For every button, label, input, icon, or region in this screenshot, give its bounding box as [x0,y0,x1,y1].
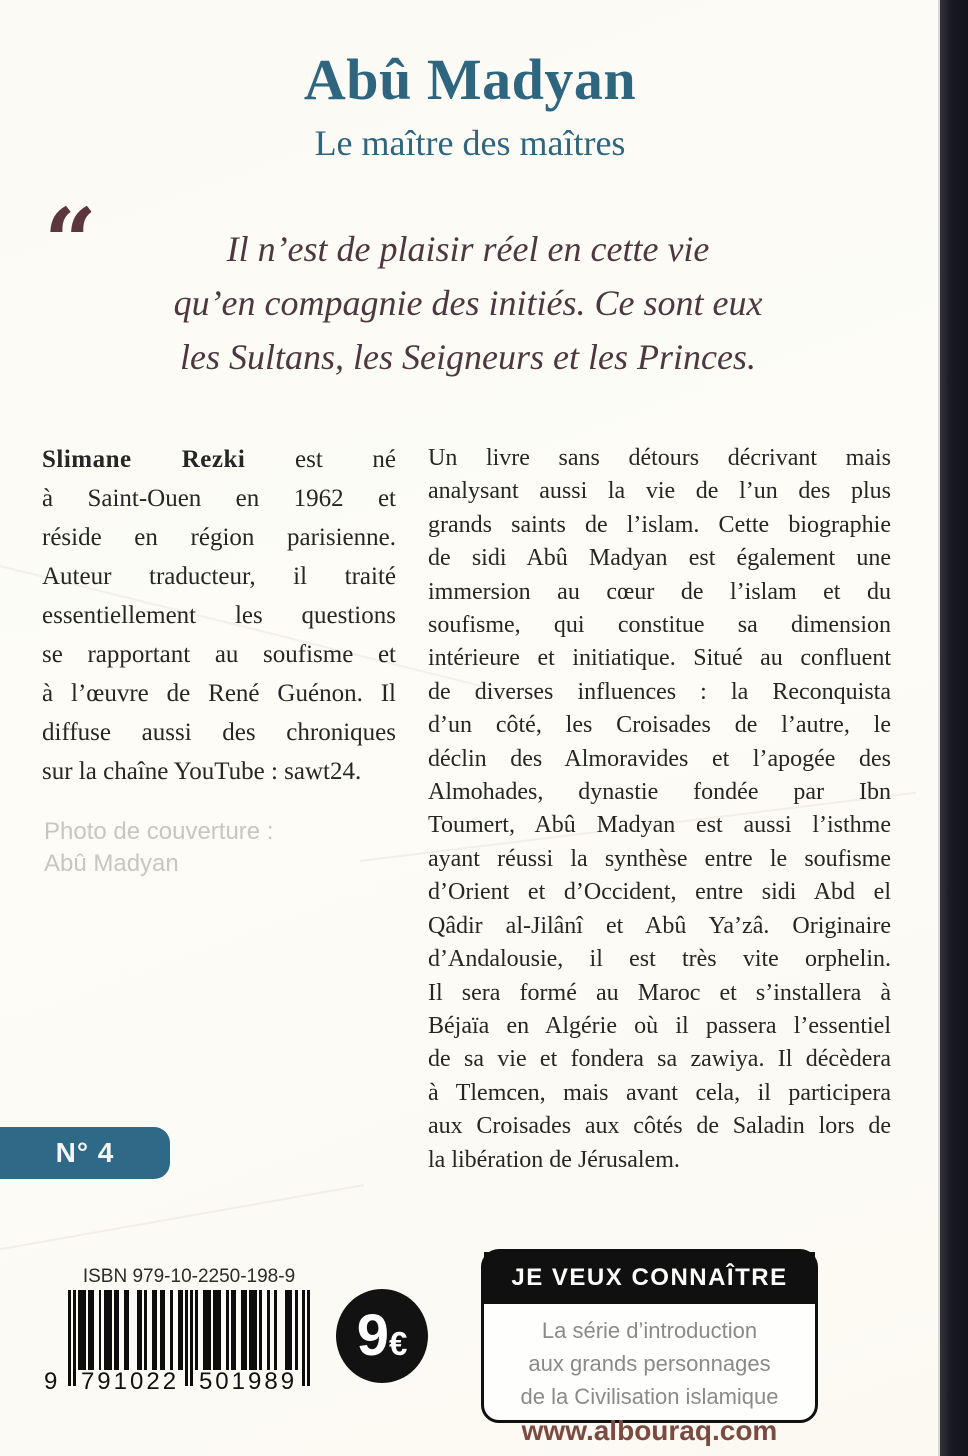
promo-line: de la Civilisation islamique [520,1384,779,1409]
description-line: d’un côté, les Croisades de l’autre, le [428,712,891,739]
opening-quote-icon: “ [44,188,97,296]
barcode-bar [254,1290,257,1370]
quote-line: qu’en compagnie des initiés. Ce sont eux [173,283,763,323]
barcode-bar [274,1290,277,1370]
author-bio-line: à Saint-Ouen en 1962 et [42,485,396,512]
promo-line: La série d’introduction [541,1318,758,1343]
price-amount: 9 [356,1303,389,1368]
barcode-bar [162,1290,165,1370]
promo-line: aux grands personnages [528,1351,771,1376]
description-line: de sidi Abû Madyan est également une [428,545,891,572]
book-subtitle: Le maître des maîtres [314,123,626,163]
barcode-bar [170,1290,173,1370]
publisher-promo-box [481,1249,818,1446]
barcode-bar [139,1290,142,1370]
barcode-bar [109,1290,112,1370]
description-line: déclin des Almoravides et l’apogée des [428,745,891,772]
description-line: d’Andalousie, il est très vite orphelin. [428,946,891,973]
euro-sign: € [388,1325,408,1362]
description-line: Un livre sans détours décrivant mais [428,445,891,471]
author-bio-lines [42,479,396,791]
author-name: Slimane Rezki [42,446,246,473]
description-line: soufisme, qui constitue sa dimension [428,612,891,639]
description-line: aux Croisades aux côtés de Saladin lors de [428,1113,891,1140]
author-bio-line: essentiellement les questions [42,602,396,629]
barcode-bar [195,1290,198,1370]
barcode-bar [83,1290,86,1370]
description-line: Qâdir al-Jilânî et Abû Ya’zâ. Originaire [428,912,891,939]
barcode-bar [180,1290,183,1370]
description-line: de diverses influences : la Reconquista [428,678,891,705]
description-line: intérieure et initiatique. Situé au confluent [428,645,891,672]
photo-credit-line: Abû Madyan [44,850,179,877]
barcode-bar [218,1290,221,1370]
cover-quote [88,222,848,384]
barcode-bar [116,1290,119,1370]
promo-body [484,1304,815,1413]
author-bio-column [42,440,396,791]
author-bio-line: réside en région parisienne. [42,524,396,551]
barcode-bar [244,1290,247,1370]
barcode-bar [155,1290,158,1370]
author-bio-line: à l’œuvre de René Guénon. Il [42,680,396,707]
barcode-bar [290,1290,293,1370]
barcode-bar [295,1290,298,1370]
description-line: grands saints de l’islam. Cette biographie [428,511,891,538]
description-line: ayant réussi la synthèse entre le soufisme [428,845,891,872]
author-bio-line: Auteur traducteur, il traité [42,563,396,590]
barcode-digits [44,1368,310,1396]
paper-crease [0,1184,364,1252]
author-bio-first-line [42,440,396,479]
description-line: à Tlemcen, mais avant cela, il participera [428,1079,891,1106]
description-line: d’Orient et d’Occident, entre sidi Abd el [428,879,891,906]
barcode-digit-group: 501989 [198,1368,298,1395]
description-line: Il sera formé au Maroc et s’installera à [428,979,891,1006]
description-line: de sa vie et fondera sa zawiya. Il décèdera [428,1046,891,1073]
author-bio-line: se rapportant au soufisme et [42,641,396,668]
series-number-badge: N° 4 [0,1127,170,1179]
promo-header: JE VEUX CONNAÎTRE [484,1252,815,1304]
barcode-bar [91,1290,94,1370]
description-line: Almohades, dynastie fondée par Ibn [428,779,891,806]
barcode-bar [267,1290,270,1370]
barcode-bar [127,1290,130,1370]
barcode-bar [208,1290,211,1370]
description-line: la libération de Jérusalem. [428,1146,680,1173]
description-line: Toumert, Abû Madyan est aussi l’isthme [428,812,891,839]
description-line: Béjaïa en Algérie où il passera l’essentiel [428,1012,891,1039]
book-title: Abû Madyan [303,47,637,112]
photo-credit-line: Photo de couverture : [44,818,274,845]
barcode-bar [226,1290,229,1370]
book-spine-edge [938,0,968,1456]
barcode-bar [234,1290,237,1370]
barcode-digit-first: 9 [44,1368,58,1395]
author-bio-line: sur la chaîne YouTube : sawt24. [42,758,362,785]
barcode-bar [144,1290,147,1370]
photo-credit [44,816,374,880]
description-column [428,442,891,1177]
author-bio-line: diffuse aussi des chroniques [42,719,396,746]
barcode-bar [99,1290,102,1370]
barcode-bar [259,1290,262,1370]
publisher-url: www.albouraq.com [521,1415,778,1446]
quote-line: les Sultans, les Seigneurs et les Princes. [180,337,756,377]
barcode-digit-group: 791022 [80,1368,180,1395]
isbn-label: ISBN 979-10-2250-198-9 [82,1266,296,1287]
description-line: analysant aussi la vie de l’un des plus [428,478,891,505]
price-badge [336,1289,428,1383]
description-line: immersion au cœur de l’islam et du [428,578,891,605]
author-bio-text: est né [245,446,396,473]
quote-line: Il n’est de plaisir réel en cette vie [226,229,710,269]
